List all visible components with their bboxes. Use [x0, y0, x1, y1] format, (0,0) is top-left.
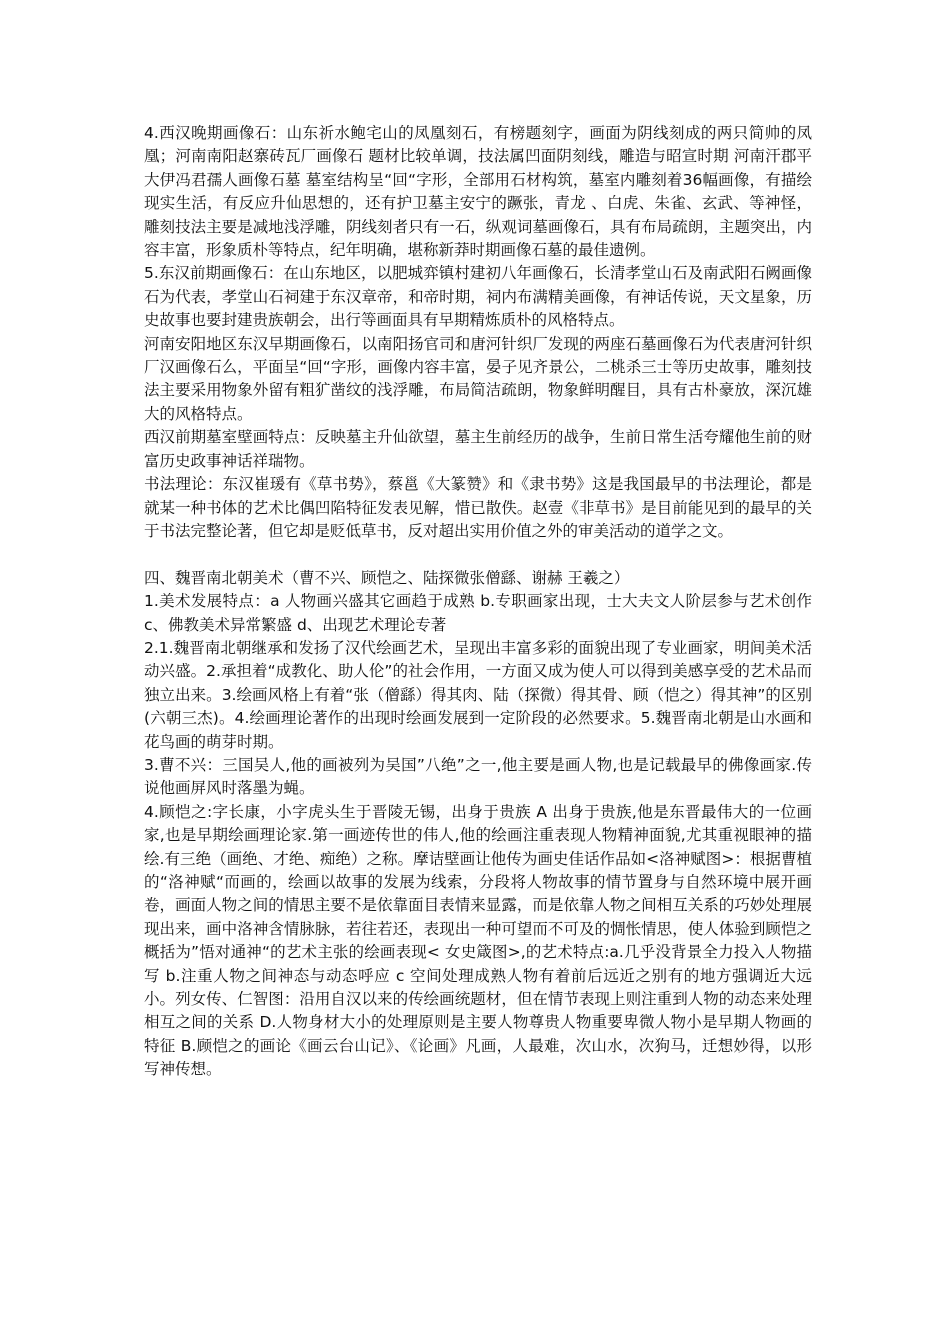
- paragraph-calligraphy-theory: 书法理论：东汉崔瑗有《草书势》，蔡邕《大篆赞》和《隶书势》这是我国最早的书法理论，都是就某一种书体的艺术比偶凹陷特征发表见解，惜已散佚。赵壹《非草书》是目前能见到的最早的关于书法完整论著，但它却是贬低草书，反对超出实用价值之外的审美活动的道学之文。: [144, 475, 812, 540]
- paragraph-gu-kaizhi: 4.顾恺之:字长康，小字虎头生于晋陵无锡，出身于贵族 A 出身于贵族,他是东晋最伟大的一位画家,也是早期绘画理论家.第一画迹传世的伟人,他的绘画注重表现人物精神面貌,尤其重视眼神的描绘.有三绝（画绝、才绝、痴绝）之称。摩诘壁画让他传为画史佳话作品如<洛神赋图>：根据曹植的“洛神赋“而画的，绘画以故事的发展为线索，分段将人物故事的情节置身与自然环境中展开画卷，画面人物之间的情思主要不是依靠面目表情来显露，而是依靠人物之间相互关系的巧妙处理展现出来，画中洛神含情脉脉，若往若还，表现出一种可望而不可及的惆怅情思，使人体验到顾恺之概括为”悟对通神“的艺术主张的绘画表现< 女史箴图>,的艺术特点:a.几乎没背景全力投入人物描写 b.注重人物之间神态与动态呼应 c 空间处理成熟人物有着前后远近之别有的地方强调近大远小。列女传、仁智图：沿用自汉以来的传绘画统题材，但在情节表现上则注重到人物的动态来处理相互之间的关系 D.人物身材大小的处理原则是主要人物尊贵人物重要卑微人物小是早期人物画的特征 B.顾恺之的画论《画云台山记》、《论画》凡画，人最难，次山水，次狗马，迁想妙得，以形写神传想。: [144, 802, 812, 1079]
- paragraph-western-han-late-reliefs: 4.西汉晚期画像石：山东祈水鲍宅山的凤凰刻石，有榜题刻字，画面为阴线刻成的两只简帅的凤凰；河南南阳赵寨砖瓦厂画像石 题材比较单调，技法属凹面阴刻线，雕造与昭宣时期 河南汗郡平大伊冯君孺人画像石墓 墓室结构呈“回“字形，全部用石材构筑，墓室内雕刻着36幅画像，有描绘现实生活，有反应升仙思想的，还有护卫墓主安宁的蹶张，青龙 、白虎、朱雀、玄武、等神怪，雕刻技法主要是减地浅浮雕，阴线刻者只有一石，纵观词墓画像石，具有布局疏朗，主题突出，内容丰富，形象质朴等特点，纪年明确，堪称新莽时期画像石墓的最佳遗例。: [144, 124, 812, 260]
- section-heading-wei-jin: 四、魏晋南北朝美术（曹不兴、顾恺之、陆探微张僧繇、谢赫 王羲之）: [144, 568, 630, 587]
- paragraph-art-features: 1.美术发展特点：a 人物画兴盛其它画趋于成熟 b.专职画家出现，士大夫文人阶层参与艺术创作 c、佛教美术异常繁盛 d、出现艺术理论专著: [144, 592, 812, 634]
- paragraph-henan-anyang-reliefs: 河南安阳地区东汉早期画像石，以南阳扬官司和唐河针织厂发现的两座石墓画像石为代表唐河针织厂汉画像石么，平面呈“回“字形，画像内容丰富，晏子见齐景公，二桃杀三士等历史故事，雕刻技法主要采用物象外留有粗犷凿纹的浅浮雕，布局简洁疏朗，物象鲜明醒目，具有古朴豪放，深沉雄大的风格特点。: [144, 334, 812, 423]
- paragraph-cao-buxing: 3.曹不兴：三国吴人,他的画被列为吴国”八绝”之一,他主要是画人物,也是记载最早的佛像画家.传说他画屏风时落墨为蝇。: [144, 755, 812, 798]
- paragraph-tomb-murals: 西汉前期墓室壁画特点：反映墓主升仙欲望，墓主生前经历的战争，生前日常生活夸耀他生前的财富历史政事神话祥瑞物。: [144, 428, 812, 470]
- paragraph-development: 2.1.魏晋南北朝继承和发扬了汉代绘画艺术，呈现出丰富多彩的面貌出现了专业画家，明间美术活动兴盛。2.承担着“成教化、助人伦”的社会作用，一方面又成为使人可以得到美感享受的艺术品而独立出来。3.绘画风格上有着“张（僧繇）得其肉、陆（探微）得其骨、顾（恺之）得其神”的区别(六朝三杰)。4.绘画理论著作的出现时绘画发展到一定阶段的必然要求。5.魏晋南北朝是山水画和花鸟画的萌芽时期。: [144, 638, 812, 751]
- paragraph-eastern-han-early-reliefs: 5.东汉前期画像石：在山东地区，以肥城弈镇村建初八年画像石，长清孝堂山石及南武阳石阙画像石为代表，孝堂山石祠建于东汉章帝，和帝时期，祠内布满精美画像，有神话传说，天文星象，历史故事也要封建贵族朝会，出行等画面具有早期精炼质朴的风格特点。: [144, 264, 812, 330]
- document-body: [144, 122, 812, 1082]
- blank-line: [144, 543, 812, 566]
